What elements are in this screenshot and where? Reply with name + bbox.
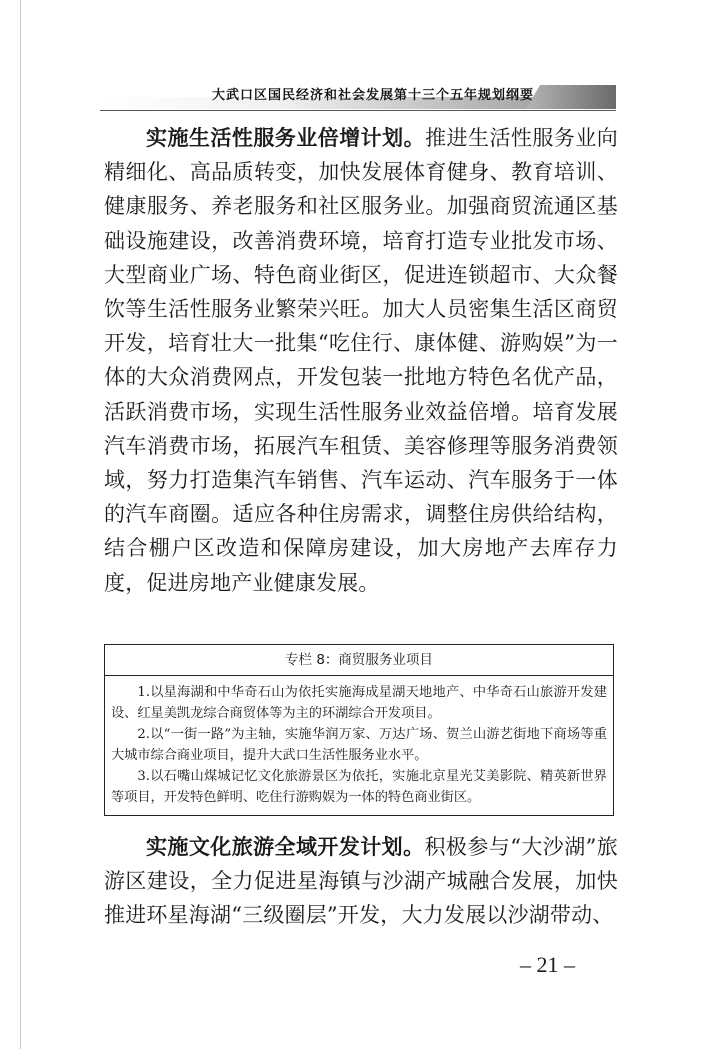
section-2 xyxy=(104,830,618,933)
box-item: 1.以星海湖和中华奇石山为依托实施海成星湖天地地产、中华奇石山旅游开发建设、红星美凯龙综合商贸体等为主的环湖综合开发项目。 xyxy=(111,685,607,721)
box-item: 3.以石嘴山煤城记忆文化旅游景区为依托，实施北京星光艾美影院、精英新世界等项目，开发特色鲜明、吃住行游购娱为一体的特色商业街区。 xyxy=(111,769,607,805)
box-body xyxy=(105,676,613,808)
box-title: 专栏 8：商贸服务业项目 xyxy=(105,645,613,676)
section-2-paragraph xyxy=(104,830,618,933)
project-box xyxy=(104,644,614,816)
section-2-text: 积极参与“大沙湖”旅游区建设，全力促进星海镇与沙湖产城融合发展，加快推进环星海湖“三级圈层”开发，大力发展以沙湖带动、 xyxy=(104,835,618,928)
section-1 xyxy=(104,121,618,600)
header-wedge xyxy=(526,85,616,109)
box-item: 2.以“一街一路”为主轴，实施华润万家、万达广场、贺兰山游艺街地下商场等重大城市综合商业项目，提升大武口生活性服务业水平。 xyxy=(111,727,607,763)
section-1-text: 推进生活性服务业向精细化、高品质转变，加快发展体育健身、教育培训、健康服务、养老服务和社区服务业。加强商贸流通区基础设施建设，改善消费环境，培育打造专业批发市场、大型商业广场、特色商业街区，促进连锁超市、大众餐饮等生活性服务业繁荣兴旺。加大人员密集生活区商贸开发，培育壮大一批集“吃住行、康体健、游购娱”为一体的大众消费网点，开发包装一批地方特色名优产品，活跃消费市场，实现生活性服务业效益倍增。培育发展汽车消费市场，拓展汽车租赁、美容修理等服务消费领域，努力打造集汽车销售、汽车运动、汽车服务于一体的汽车商圈。适应各种住房需求，调整住房供给结构，结合棚户区改造和保障房建设，加大房地产去库存力度，促进房地产业健康发展。 xyxy=(104,126,618,595)
page-number: – 21 – xyxy=(520,952,575,977)
section-1-lead: 实施生活性服务业倍增计划。 xyxy=(146,126,426,150)
running-header xyxy=(100,83,616,109)
section-1-paragraph xyxy=(104,121,618,600)
header-title: 大武口区国民经济和社会发展第十三个五年规划纲要 xyxy=(211,88,534,103)
header-rule xyxy=(100,110,616,111)
page-edge xyxy=(20,0,21,1049)
section-2-lead: 实施文化旅游全域开发计划。 xyxy=(146,835,425,859)
